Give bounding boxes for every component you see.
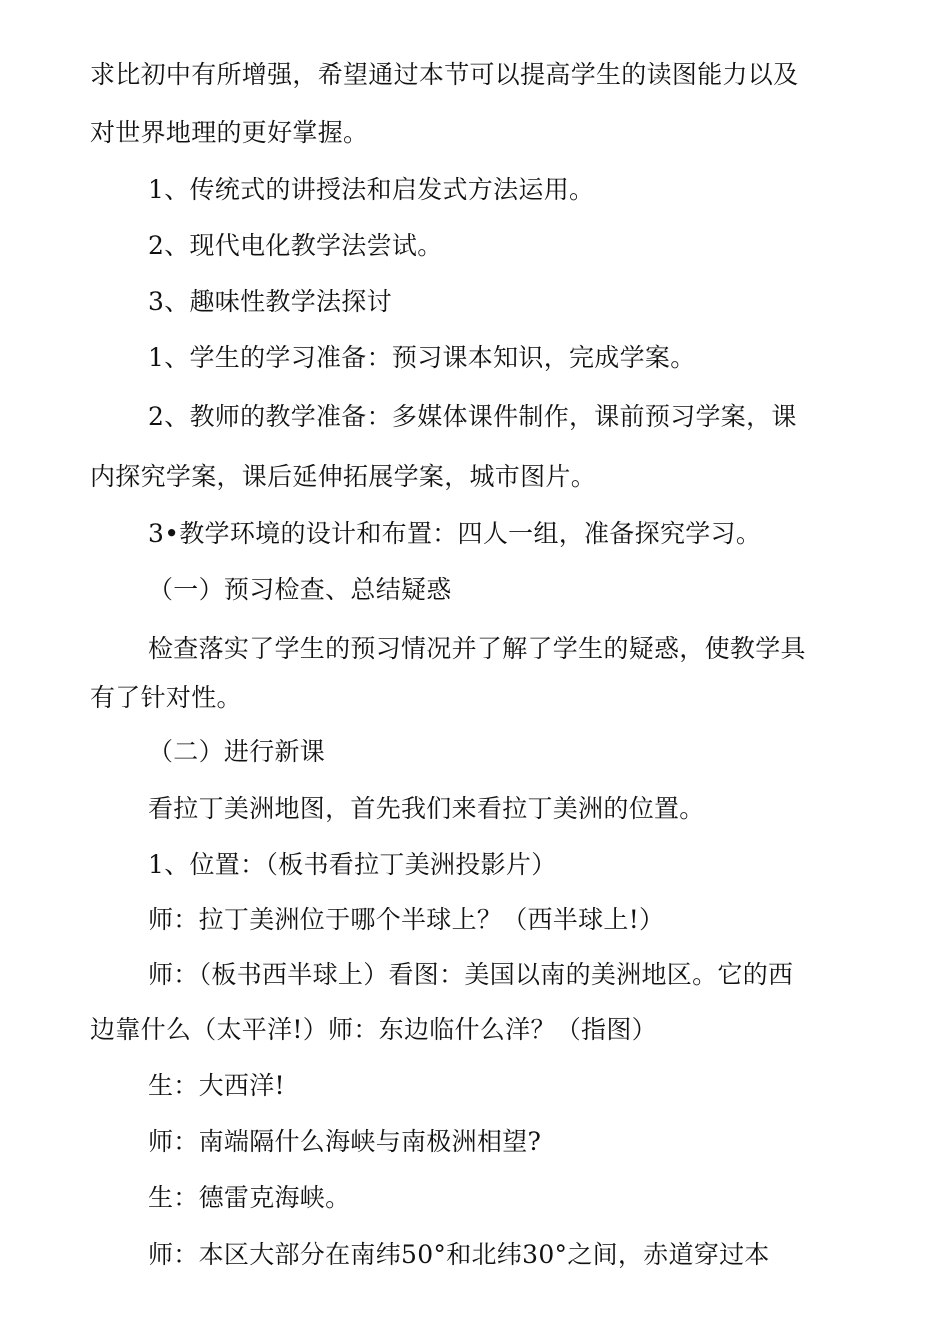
- dialogue-5: 生：德雷克海峡。: [148, 1183, 351, 1212]
- method-item-3: 3、趣味性教学法探讨: [148, 287, 392, 316]
- paragraph-check-cont: 有了针对性。: [90, 683, 242, 712]
- prep-item-2-cont: 内探究学案，课后延伸拓展学案，城市图片。: [90, 462, 597, 491]
- paragraph-map: 看拉丁美洲地图，首先我们来看拉丁美洲的位置。: [148, 794, 705, 823]
- paragraph-check: 检查落实了学生的预习情况并了解了学生的疑惑，使教学具: [148, 634, 806, 663]
- dialogue-1: 师：拉丁美洲位于哪个半球上？（西半球上!）: [148, 905, 665, 934]
- text-line-2: 对世界地理的更好掌握。: [90, 118, 369, 147]
- method-item-2: 2、现代电化教学法尝试。: [148, 231, 443, 260]
- section-heading-2: （二）进行新课: [148, 737, 326, 766]
- dialogue-2-cont: 边靠什么（太平洋!）师：东边临什么洋？（指图）: [90, 1015, 657, 1044]
- prep-item-1: 1、学生的学习准备：预习课本知识，完成学案。: [148, 343, 696, 372]
- prep-item-2: 2、教师的教学准备：多媒体课件制作，课前预习学案，课: [148, 402, 797, 431]
- prep-item-3: 3•教学环境的设计和布置：四人一组，准备探究学习。: [148, 519, 762, 548]
- dialogue-2: 师：（板书西半球上）看图：美国以南的美洲地区。它的西: [148, 960, 794, 989]
- position-heading: 1、位置：（板书看拉丁美洲投影片）: [148, 850, 557, 879]
- text-line-1: 求比初中有所增强，希望通过本节可以提高学生的读图能力以及: [90, 60, 799, 89]
- section-heading-1: （一）预习检查、总结疑惑: [148, 575, 452, 604]
- method-item-1: 1、传统式的讲授法和启发式方法运用。: [148, 175, 595, 204]
- dialogue-4: 师：南端隔什么海峡与南极洲相望?: [148, 1127, 542, 1156]
- dialogue-3: 生：大西洋!: [148, 1071, 285, 1100]
- dialogue-6: 师：本区大部分在南纬50°和北纬30°之间，赤道穿过本: [148, 1240, 770, 1269]
